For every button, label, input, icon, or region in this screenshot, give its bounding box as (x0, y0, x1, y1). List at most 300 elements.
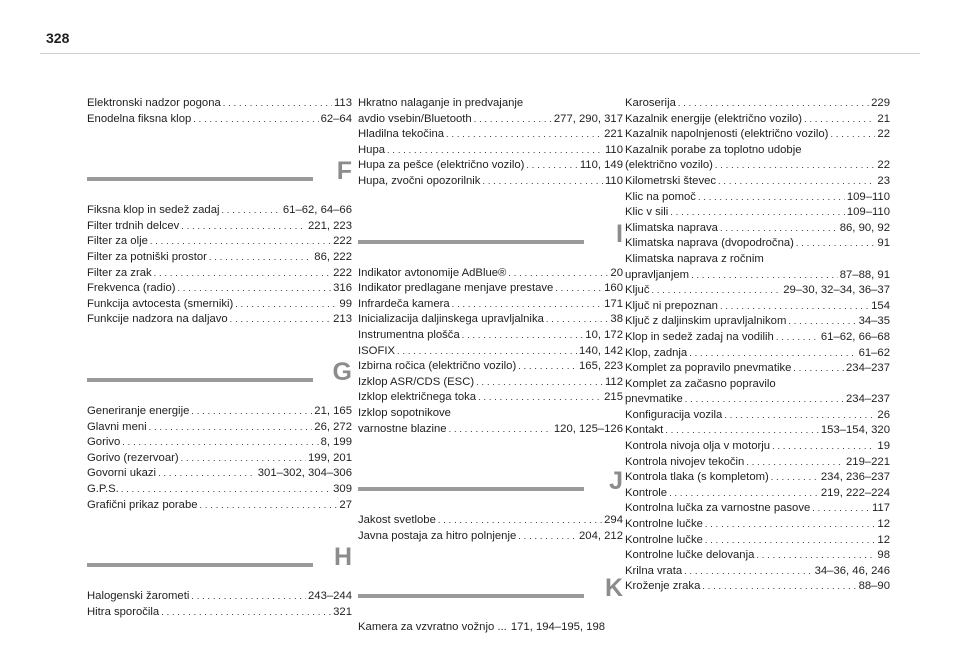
entry-term: Jakost svetlobe (358, 514, 436, 527)
entry-pages: 277, 290, 317 (553, 112, 623, 125)
entry-term: Komplet za začasno popravilo (625, 377, 776, 390)
entry-term: Hkratno nalaganje in predvajanje (358, 97, 524, 109)
index-entry-list (358, 266, 623, 438)
entry-pages: 160 (604, 282, 623, 295)
entry-pages: 21 (877, 112, 890, 125)
dot-leader (746, 455, 844, 471)
entry-term: Halogenski žarometi (87, 590, 190, 603)
entry-pages: 86, 90, 92 (839, 221, 890, 234)
index-entry (358, 375, 623, 391)
entry-pages: 294 (604, 514, 623, 527)
index-entry (358, 96, 623, 112)
entry-term: Klic v sili (625, 206, 669, 219)
entry-pages: 219–221 (846, 455, 890, 468)
entry-term: Govorni ukazi (87, 467, 157, 480)
index-entry (87, 482, 352, 498)
dot-leader (678, 96, 869, 112)
index-entry (87, 250, 352, 266)
index-entry (625, 548, 890, 564)
entry-pages: 12 (877, 518, 890, 531)
dot-leader (121, 482, 331, 498)
entry-term: Funkcije nadzora na daljavo (87, 313, 228, 326)
index-entry-list (358, 620, 623, 636)
dot-leader (122, 435, 318, 451)
entry-term: Karoserija (625, 97, 676, 109)
entry-term: Kontrola nivojev tekočin (625, 455, 745, 468)
index-entry-list (358, 513, 623, 544)
dot-leader (684, 564, 812, 580)
dot-leader (715, 158, 876, 174)
entry-term: Klimatska naprava (dvopodročna) (625, 237, 794, 250)
entry-pages: 26, 272 (314, 420, 352, 433)
entry-term: varnostne blazine (358, 422, 447, 435)
entry-pages: 12 (877, 533, 890, 546)
section-header (358, 216, 623, 256)
section-rule (87, 378, 313, 382)
index-entry (625, 501, 890, 517)
entry-term: Kazalnik napolnjenosti (električno vozilo) (625, 128, 829, 141)
entry-term: (električno vozilo) (625, 159, 713, 172)
index-entry (358, 174, 623, 190)
index-entry (87, 234, 352, 250)
entry-pages: 229 (871, 97, 890, 109)
entry-pages: 213 (333, 313, 352, 326)
entry-pages: 62–64 (320, 112, 352, 125)
index-entry (358, 513, 623, 529)
section-letter: J (609, 467, 623, 496)
entry-term: Funkcija avtocesta (smerniki) (87, 297, 234, 310)
index-entry (358, 359, 623, 375)
entry-term: Hladilna tekočina (358, 128, 445, 141)
entry-term: Filter za olje (87, 235, 148, 248)
entry-pages: 20 (610, 266, 623, 279)
entry-pages: 117 (871, 502, 890, 515)
dot-leader (720, 221, 838, 237)
dot-leader (158, 466, 256, 482)
section-letter: G (332, 357, 352, 386)
index-entry (625, 283, 890, 299)
dot-leader (796, 236, 876, 252)
entry-pages: 171 (604, 297, 623, 310)
entry-pages: 19 (877, 440, 890, 453)
dot-leader (191, 404, 312, 420)
index-entry (87, 312, 352, 328)
index-entry (358, 127, 623, 143)
dot-leader (235, 297, 337, 313)
section-header (87, 539, 352, 579)
index-entry (87, 404, 352, 420)
entry-pages: 87–88, 91 (839, 268, 890, 281)
entry-term: Izklop ASR/CDS (ESC) (358, 375, 475, 388)
entry-term: Infrardeča kamera (358, 297, 450, 310)
dot-leader (181, 451, 306, 467)
index-entry (87, 605, 352, 621)
entry-pages: 153–154, 320 (820, 424, 890, 437)
entry-pages: 165, 223 (579, 360, 623, 373)
entry-pages: 215 (604, 391, 623, 404)
index-entry (87, 435, 352, 451)
index-entry (358, 620, 623, 636)
dot-leader (191, 589, 306, 605)
entry-pages: 301–302, 304–306 (257, 467, 352, 480)
dot-leader (518, 359, 577, 375)
index-entry (625, 127, 890, 143)
dot-leader (705, 517, 876, 533)
entry-term: Ključ (625, 284, 650, 297)
dot-leader (812, 501, 870, 517)
dot-leader (438, 513, 602, 529)
entry-pages: 27 (339, 498, 352, 511)
index-entry (625, 377, 890, 393)
index-entry (87, 498, 352, 514)
entry-pages: 113 (333, 97, 352, 109)
index-entry (625, 221, 890, 237)
entry-pages: 34–36, 46, 246 (814, 564, 890, 577)
dot-leader (449, 422, 552, 438)
entry-pages: 321 (333, 605, 352, 618)
dot-leader (193, 112, 318, 128)
entry-pages: 10, 172 (585, 328, 623, 341)
entry-pages: 109–110 (846, 190, 890, 203)
index-entry (358, 328, 623, 344)
entry-term: Izklop sopotnikove (358, 406, 451, 419)
dot-leader (462, 328, 584, 344)
entry-term: Indikator avtonomije AdBlue® (358, 266, 507, 279)
entry-pages: 21, 165 (314, 404, 352, 417)
entry-pages: 22 (877, 128, 890, 141)
entry-pages: 109–110 (846, 206, 890, 219)
index-entry (625, 174, 890, 190)
index-entry (625, 439, 890, 455)
entry-term: Krilna vrata (625, 564, 683, 577)
index-entry (625, 579, 890, 595)
dot-leader (452, 297, 602, 313)
dot-leader (665, 423, 819, 439)
dot-leader (830, 127, 875, 143)
index-column-1 (87, 96, 352, 620)
entry-pages: 34–35 (858, 315, 890, 328)
section-header (358, 570, 623, 610)
entry-term: Indikator predlagane menjave prestave (358, 282, 554, 295)
entry-pages: 61–62, 66–68 (820, 330, 890, 343)
index-entry (625, 564, 890, 580)
entry-pages: 140, 142 (579, 344, 623, 357)
entry-term: Komplet za popravilo pnevmatike (625, 362, 792, 375)
dot-leader (718, 174, 875, 190)
entry-term: Hupa za pešce (električno vozilo) (358, 159, 525, 172)
page-number: 328 (46, 30, 70, 46)
entry-pages: 154 (871, 299, 890, 312)
entry-pages: 8, 199 (320, 436, 352, 449)
dot-leader (482, 174, 603, 190)
index-entry (87, 420, 352, 436)
entry-pages: 88–90 (858, 580, 890, 593)
entry-pages: 204, 212 (579, 529, 623, 542)
entry-term: Kilometrski števec (625, 174, 717, 187)
dot-leader (685, 392, 844, 408)
index-entry (625, 143, 890, 159)
entry-term: Ključ ni prepoznan (625, 299, 718, 312)
index-entry (87, 266, 352, 282)
entry-pages: 221 (604, 128, 623, 141)
entry-pages: 309 (333, 482, 352, 495)
entry-term: Klop, zadnja (625, 346, 688, 359)
dot-leader (670, 205, 845, 221)
entry-pages: 222 (333, 266, 352, 279)
entry-term: Filter za potniški prostor (87, 250, 207, 263)
dot-leader (476, 375, 603, 391)
dot-leader (446, 127, 602, 143)
entry-pages: 61–62 (858, 346, 890, 359)
index-entry (87, 96, 352, 112)
index-entry (87, 297, 352, 313)
entry-term: Gorivo (87, 436, 121, 449)
index-entry (625, 190, 890, 206)
index-entry (358, 406, 623, 422)
dot-leader (149, 420, 313, 436)
index-entry (87, 589, 352, 605)
index-entry (625, 96, 890, 112)
entry-term: Kontrole (625, 486, 668, 499)
dot-leader (181, 219, 306, 235)
index-entry-list (87, 203, 352, 328)
entry-term: Kontrolne lučke (625, 533, 703, 546)
entry-pages: 234, 236–237 (820, 471, 890, 484)
entry-term: avdio vsebin/Bluetooth (358, 112, 472, 125)
index-entry (625, 158, 890, 174)
dot-leader (209, 250, 312, 266)
entry-pages: 112 (604, 375, 623, 388)
dot-leader (689, 346, 856, 362)
index-entry (625, 205, 890, 221)
dot-leader (776, 330, 819, 346)
dot-leader (546, 312, 609, 328)
dot-leader (771, 470, 819, 486)
index-entry (358, 281, 623, 297)
entry-pages: 38 (610, 313, 623, 326)
dot-leader (526, 158, 577, 174)
index-entry (625, 408, 890, 424)
entry-pages: 120, 125–126 (553, 422, 623, 435)
entry-pages: 243–244 (308, 590, 352, 603)
index-entry (358, 143, 623, 159)
entry-term: Fiksna klop in sedež zadaj (87, 204, 220, 217)
dot-leader (387, 143, 603, 159)
entry-term: Klop in sedež zadaj na vodilih (625, 330, 774, 343)
dot-leader (720, 299, 869, 315)
section-rule (358, 240, 584, 244)
index-entry (625, 299, 890, 315)
entry-term: Instrumentna plošča (358, 328, 460, 341)
index-entry (358, 112, 623, 128)
entry-pages: 99 (339, 297, 352, 310)
entry-term: Kontrola nivoja olja v motorju (625, 440, 771, 453)
dot-leader (772, 439, 875, 455)
section-header (87, 354, 352, 394)
dot-leader (508, 266, 608, 282)
dot-leader (223, 96, 332, 112)
dot-leader (154, 266, 331, 282)
section-rule (358, 487, 584, 491)
entry-term: Gorivo (rezervoar) (87, 451, 179, 464)
index-column-2 (358, 96, 623, 636)
index-entry (625, 392, 890, 408)
entry-term: Enodelna fiksna klop (87, 112, 192, 125)
dot-leader (555, 281, 602, 297)
dot-leader (652, 283, 782, 299)
entry-term: Klimatska naprava (625, 221, 718, 234)
index-entry (625, 236, 890, 252)
entry-term: Kontrolna lučka za varnostne pasove (625, 502, 811, 515)
entry-term: Kazalnik porabe za toplotno udobje (625, 143, 802, 156)
entry-term: Inicializacija daljinskega upravljalnika (358, 313, 544, 326)
index-entry (358, 266, 623, 282)
index-entry (625, 423, 890, 439)
entry-term: G.P.S. (87, 482, 119, 495)
entry-pages: 23 (877, 174, 890, 187)
entry-pages: 234–237 (846, 393, 890, 406)
entry-pages: 26 (877, 408, 890, 421)
dot-leader (518, 529, 577, 545)
index-entry (87, 112, 352, 128)
dot-leader (150, 234, 331, 250)
entry-pages: 199, 201 (308, 451, 352, 464)
index-entry-list (625, 96, 890, 595)
entry-term: Hupa (358, 143, 386, 156)
index-entry (358, 390, 623, 406)
entry-term: Kontrola tlaka (s kompletom) (625, 471, 769, 484)
index-entry (625, 361, 890, 377)
entry-term: Javna postaja za hitro polnjenje (358, 529, 517, 542)
entry-pages: 171, 194–195, 198 (510, 621, 606, 634)
entry-term: Kontakt (625, 424, 664, 437)
entry-term: Kamera za vzvratno vožnjo ... (358, 621, 507, 634)
index-entry (358, 312, 623, 328)
section-rule (87, 177, 313, 181)
index-entry-list (87, 404, 352, 513)
entry-term: Filter trdnih delcev (87, 219, 180, 232)
index-entry (358, 344, 623, 360)
index-entry (625, 533, 890, 549)
entry-term: Glavni meni (87, 420, 147, 433)
section-header (358, 463, 623, 503)
dot-leader (478, 390, 602, 406)
entry-pages: 29–30, 32–34, 36–37 (783, 284, 890, 297)
index-entry (87, 219, 352, 235)
index-entry (625, 346, 890, 362)
entry-pages: 61–62, 64–66 (282, 204, 352, 217)
index-entry (358, 158, 623, 174)
dot-leader (161, 605, 331, 621)
section-letter: F (336, 157, 352, 186)
dot-leader (788, 314, 856, 330)
section-header (87, 153, 352, 193)
entry-term: Izbirna ročica (električno vozilo) (358, 360, 517, 373)
index-entry (625, 268, 890, 284)
section-rule (87, 563, 313, 567)
index-entry-list (358, 96, 623, 190)
index-entry (625, 112, 890, 128)
entry-term: Frekvenca (radio) (87, 282, 176, 295)
index-entry (358, 529, 623, 545)
entry-term: Hitra sporočila (87, 605, 160, 618)
dot-leader (804, 112, 875, 128)
entry-pages: 110, 149 (579, 159, 623, 172)
index-entry (87, 281, 352, 297)
index-entry (625, 330, 890, 346)
section-rule (358, 594, 584, 598)
entry-pages: 110 (604, 143, 623, 156)
index-entry (625, 470, 890, 486)
entry-term: Elektronski nadzor pogona (87, 97, 221, 109)
section-letter: H (333, 543, 352, 572)
entry-term: Kontrolne lučke (625, 518, 703, 531)
header-rule (40, 53, 920, 54)
entry-term: Izklop električnega toka (358, 391, 477, 404)
dot-leader (222, 203, 281, 219)
index-entry (358, 297, 623, 313)
dot-leader (691, 268, 838, 284)
index-entry (625, 486, 890, 502)
entry-term: Hupa, zvočni opozorilnik (358, 174, 481, 187)
index-entry (87, 203, 352, 219)
entry-pages: 221, 223 (308, 219, 352, 232)
index-entry (625, 455, 890, 471)
dot-leader (230, 312, 331, 328)
entry-pages: 98 (877, 549, 890, 562)
index-entry-list (87, 589, 352, 620)
entry-term: ISOFIX (358, 344, 396, 357)
entry-pages: 219, 222–224 (820, 486, 890, 499)
entry-term: pnevmatike (625, 393, 683, 406)
index-entry-list (87, 96, 352, 127)
dot-leader (397, 344, 577, 360)
entry-term: Filter za zrak (87, 266, 152, 279)
dot-leader (702, 579, 856, 595)
entry-term: Generiranje energije (87, 404, 190, 417)
entry-term: Ključ z daljinskim upravljalnikom (625, 315, 787, 328)
section-letter: K (604, 574, 623, 603)
entry-term: Grafični prikaz porabe (87, 498, 198, 511)
entry-pages: 22 (877, 159, 890, 172)
section-letter: I (616, 219, 623, 248)
entry-term: Kroženje zraka (625, 580, 701, 593)
entry-term: Konfiguracija vozila (625, 408, 723, 421)
index-entry (87, 466, 352, 482)
entry-pages: 316 (333, 282, 352, 295)
index-entry (625, 314, 890, 330)
entry-pages: 234–237 (846, 362, 890, 375)
entry-term: Klic na pomoč (625, 190, 696, 203)
dot-leader (756, 548, 875, 564)
entry-pages: 110 (604, 174, 623, 187)
entry-term: upravljanjem (625, 268, 690, 281)
dot-leader (698, 190, 845, 206)
dot-leader (724, 408, 875, 424)
index-entry (358, 422, 623, 438)
dot-leader (200, 498, 338, 514)
dot-leader (178, 281, 332, 297)
entry-term: Klimatska naprava z ročnim (625, 252, 764, 265)
entry-pages: 222 (333, 235, 352, 248)
dot-leader (474, 112, 552, 128)
entry-term: Kontrolne lučke delovanja (625, 549, 755, 562)
entry-term: Kazalnik energije (električno vozilo) (625, 112, 803, 125)
dot-leader (793, 361, 844, 377)
index-entry (87, 451, 352, 467)
index-column-3 (625, 96, 890, 595)
entry-pages: 91 (877, 237, 890, 250)
